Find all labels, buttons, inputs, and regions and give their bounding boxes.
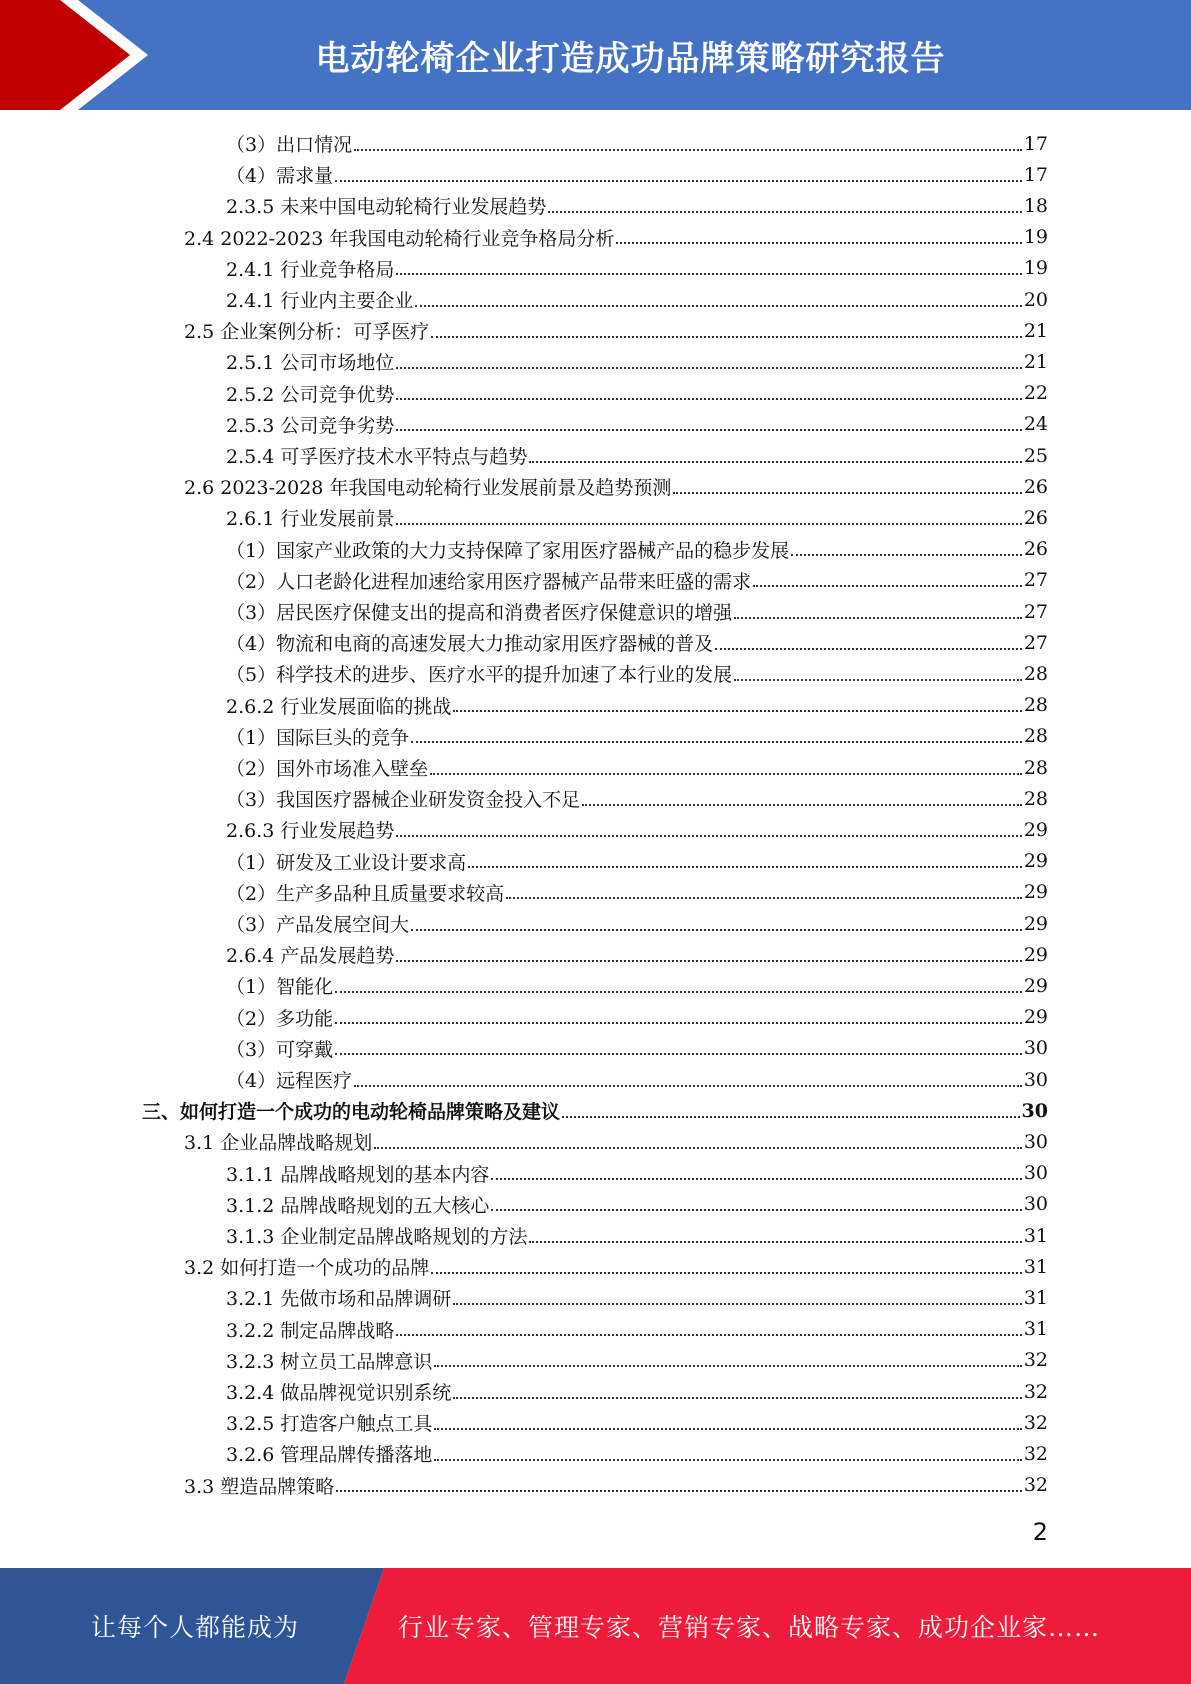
toc-leader-dots <box>431 336 1022 338</box>
toc-entry-label: 2.4.1 行业内主要企业 <box>226 290 414 312</box>
toc-entry-label: 3.2.3 树立员工品牌意识 <box>226 1350 433 1373</box>
toc-entry-page: 26 <box>1023 475 1048 498</box>
toc-entry-label: 3.2.6 管理品牌传播落地 <box>226 1444 433 1467</box>
toc-entry-label: 2.4.1 行业竞争格局 <box>226 258 395 281</box>
toc-leader-dots <box>491 1178 1021 1180</box>
toc-entry[interactable] <box>226 752 1048 783</box>
toc-entry-label: 3.1.3 企业制定品牌战略规划的方法 <box>226 1226 528 1248</box>
toc-entry-label: （2）生产多品种且质量要求较高 <box>226 882 505 905</box>
toc-entry-label: 3.2.5 打造客户触点工具 <box>226 1413 433 1436</box>
toc-entry-page: 17 <box>1023 132 1048 155</box>
toc-entry-page: 22 <box>1023 382 1048 405</box>
page-number: 2 <box>1032 1518 1048 1546</box>
toc-entry-page: 29 <box>1023 974 1048 997</box>
toc-entry-label: （5）科学技术的进步、医疗水平的提升加速了本行业的发展 <box>226 664 733 687</box>
toc-leader-dots <box>396 835 1021 837</box>
toc-entry-page: 31 <box>1023 1224 1048 1247</box>
page-footer <box>0 1568 1191 1684</box>
toc-leader-dots <box>434 1365 1021 1367</box>
toc-entry[interactable] <box>226 159 1048 190</box>
toc-leader-dots <box>396 523 1021 525</box>
toc-leader-dots <box>453 710 1021 712</box>
toc-entry[interactable] <box>226 1158 1048 1189</box>
toc-entry-page: 32 <box>1023 1442 1048 1465</box>
toc-leader-dots <box>396 1334 1021 1336</box>
toc-entry[interactable] <box>226 346 1048 377</box>
toc-entry-label: 2.6.3 行业发展趋势 <box>226 820 395 843</box>
toc-leader-dots <box>468 866 1022 868</box>
toc-entry[interactable] <box>226 378 1048 409</box>
toc-entry-page: 27 <box>1023 631 1048 654</box>
toc-entry-label: 2.6.2 行业发展面临的挑战 <box>226 695 452 718</box>
toc-leader-dots <box>562 1116 1020 1118</box>
toc-entry[interactable] <box>226 939 1048 970</box>
toc-leader-dots <box>529 1241 1021 1243</box>
toc-leader-dots <box>396 273 1021 275</box>
toc-entry-page: 29 <box>1023 881 1048 904</box>
toc-entry-page: 28 <box>1023 694 1048 717</box>
toc-entry-label: （4）需求量 <box>226 165 334 188</box>
toc-entry[interactable] <box>226 1438 1048 1469</box>
toc-entry-label: 2.5.2 公司竞争优势 <box>226 383 395 406</box>
toc-entry-label: 2.6 2023-2028 年我国电动轮椅行业发展前景及趋势预测 <box>184 477 672 500</box>
toc-entry-page: 20 <box>1023 288 1048 311</box>
toc-entry-label: （3）出口情况 <box>226 134 353 156</box>
toc-leader-dots <box>354 149 1022 151</box>
header-title: 电动轮椅企业打造成功品牌策略研究报告 <box>315 38 946 79</box>
toc-entry[interactable] <box>226 1064 1048 1095</box>
toc-entry-label: 3.1.2 品牌战略规划的五大核心 <box>226 1194 490 1217</box>
toc-leader-dots <box>616 242 1021 244</box>
toc-entry[interactable] <box>226 1033 1048 1064</box>
toc-entry-page: 32 <box>1023 1380 1048 1403</box>
toc-leader-dots <box>491 1209 1021 1211</box>
toc-entry-label: （3）产品发展空间大 <box>226 914 410 936</box>
toc-entry-page: 24 <box>1023 413 1048 436</box>
toc-entry-label: 三、如何打造一个成功的电动轮椅品牌策略及建议 <box>142 1101 561 1124</box>
toc-entry[interactable] <box>226 440 1048 471</box>
toc-entry[interactable] <box>226 284 1048 315</box>
toc-entry-page: 25 <box>1023 444 1048 467</box>
toc-entry-page: 28 <box>1023 787 1048 810</box>
toc-entry[interactable] <box>226 658 1048 689</box>
toc-entry-label: 3.1 企业品牌战略规划 <box>184 1132 373 1155</box>
toc-entry[interactable] <box>226 627 1048 658</box>
toc-entry-label: 2.4 2022-2023 年我国电动轮椅行业竞争格局分析 <box>184 227 615 250</box>
toc-entry-page: 28 <box>1023 662 1048 685</box>
toc-leader-dots <box>374 1147 1022 1149</box>
toc-entry[interactable] <box>226 1407 1048 1438</box>
toc-entry-page: 29 <box>1023 818 1048 841</box>
toc-entry[interactable] <box>226 1376 1048 1407</box>
toc-entry[interactable] <box>226 846 1048 877</box>
toc-entry-page: 28 <box>1023 756 1048 779</box>
toc-leader-dots <box>582 804 1022 806</box>
header-arrow-decoration <box>0 0 160 110</box>
toc-entry-page: 30 <box>1023 1193 1048 1216</box>
toc-entry[interactable] <box>142 1095 1048 1126</box>
toc-leader-dots <box>753 585 1022 587</box>
toc-entry-label: （3）我国医疗器械企业研发资金投入不足 <box>226 789 581 812</box>
toc-entry[interactable] <box>184 1251 1048 1282</box>
toc-entry[interactable] <box>226 783 1048 814</box>
toc-leader-dots <box>453 1303 1021 1305</box>
toc-entry-page: 32 <box>1023 1411 1048 1434</box>
toc-entry[interactable] <box>184 1470 1048 1501</box>
toc-entry-label: （1）研发及工业设计要求高 <box>226 851 467 874</box>
toc-entry-label: 2.6.4 产品发展趋势 <box>226 945 395 968</box>
toc-entry-page: 28 <box>1023 725 1048 748</box>
toc-entry-page: 32 <box>1023 1474 1048 1497</box>
toc-entry-label: （1）国际巨头的竞争 <box>226 726 410 749</box>
toc-leader-dots <box>734 679 1022 681</box>
toc-entry-page: 30 <box>1023 1037 1048 1060</box>
toc-leader-dots <box>396 960 1021 962</box>
toc-entry[interactable] <box>226 1345 1048 1376</box>
toc-entry[interactable] <box>226 690 1048 721</box>
footer-slogan-right: 行业专家、管理专家、营销专家、战略专家、成功企业家…… <box>398 1613 1101 1642</box>
toc-entry[interactable] <box>226 721 1048 752</box>
toc-entry-page: 18 <box>1023 194 1048 217</box>
toc-entry-label: （2）国外市场准入壁垒 <box>226 758 429 780</box>
toc-entry-page: 29 <box>1023 912 1048 935</box>
page-header <box>0 0 1191 110</box>
toc-entry-label: 2.6.1 行业发展前景 <box>226 508 395 531</box>
toc-entry[interactable] <box>226 908 1048 939</box>
toc-entry-page: 31 <box>1023 1318 1048 1341</box>
toc-leader-dots <box>354 1085 1022 1087</box>
toc-entry-page: 30 <box>1021 1099 1048 1122</box>
toc-entry-page: 27 <box>1023 569 1048 592</box>
toc-entry-page: 30 <box>1023 1130 1048 1153</box>
toc-entry[interactable] <box>184 222 1048 253</box>
toc-entry[interactable] <box>226 409 1048 440</box>
toc-entry-label: （4）物流和电商的高速发展大力推动家用医疗器械的普及 <box>226 633 714 656</box>
toc-entry[interactable] <box>226 253 1048 284</box>
toc-entry-label: （2）多功能 <box>226 1007 334 1030</box>
toc-leader-dots <box>335 180 1022 182</box>
toc-entry[interactable] <box>226 502 1048 533</box>
toc-leader-dots <box>411 741 1022 743</box>
toc-entry[interactable] <box>226 1002 1048 1033</box>
toc-entry-label: 3.2 如何打造一个成功的品牌 <box>184 1257 430 1280</box>
toc-leader-dots <box>396 398 1021 400</box>
toc-entry[interactable] <box>184 315 1048 346</box>
toc-leader-dots <box>673 492 1021 494</box>
toc-leader-dots <box>506 897 1022 899</box>
toc-entry[interactable] <box>226 1314 1048 1345</box>
toc-entry-page: 21 <box>1023 319 1048 342</box>
toc-entry[interactable] <box>226 1282 1048 1313</box>
toc-leader-dots <box>335 1022 1022 1024</box>
toc-entry-label: 3.2.4 做品牌视觉识别系统 <box>226 1382 452 1404</box>
toc-entry-label: 2.5 企业案例分析：可孚医疗 <box>184 321 430 344</box>
toc-entry[interactable] <box>226 814 1048 845</box>
toc-leader-dots <box>715 648 1022 650</box>
toc-entry-label: 2.3.5 未来中国电动轮椅行业发展趋势 <box>226 196 547 219</box>
toc-entry-page: 31 <box>1023 1286 1048 1309</box>
toc-leader-dots <box>396 429 1021 431</box>
toc-entry-page: 29 <box>1023 943 1048 966</box>
toc-leader-dots <box>335 991 1022 993</box>
toc-entry-page: 19 <box>1023 257 1048 280</box>
toc-leader-dots <box>434 1459 1021 1461</box>
toc-leader-dots <box>335 1053 1022 1055</box>
toc-leader-dots <box>434 1428 1021 1430</box>
toc-entry[interactable] <box>226 128 1048 159</box>
toc-entry[interactable] <box>226 970 1048 1001</box>
toc-entry-label: （3）居民医疗保健支出的提高和消费者医疗保健意识的增强 <box>226 602 733 624</box>
toc-entry-page: 17 <box>1023 163 1048 186</box>
toc-entry[interactable] <box>184 1126 1048 1157</box>
toc-entry-label: （4）远程医疗 <box>226 1070 353 1092</box>
toc-entry-page: 32 <box>1023 1349 1048 1372</box>
toc-entry[interactable] <box>226 1189 1048 1220</box>
toc-leader-dots <box>411 929 1022 931</box>
toc-entry-page: 26 <box>1023 538 1048 561</box>
toc-leader-dots <box>336 1490 1022 1492</box>
toc-entry-label: 3.2.2 制定品牌战略 <box>226 1319 395 1342</box>
toc-leader-dots <box>529 461 1021 463</box>
toc-entry-label: （3）可穿戴 <box>226 1038 334 1061</box>
toc-leader-dots <box>415 305 1021 307</box>
toc-entry-page: 21 <box>1023 350 1048 373</box>
toc-leader-dots <box>791 554 1022 556</box>
toc-leader-dots <box>396 367 1021 369</box>
toc-entry-page: 29 <box>1023 850 1048 873</box>
toc-entry-label: 2.5.4 可孚医疗技术水平特点与趋势 <box>226 446 528 468</box>
toc-entry-label: 3.3 塑造品牌策略 <box>184 1475 335 1498</box>
toc-entry-page: 26 <box>1023 506 1048 529</box>
toc-leader-dots <box>430 773 1022 775</box>
toc-leader-dots <box>431 1272 1022 1274</box>
toc-entry-label: 3.2.1 先做市场和品牌调研 <box>226 1288 452 1311</box>
toc-entry[interactable] <box>226 190 1048 221</box>
toc-leader-dots <box>453 1397 1021 1399</box>
toc-entry-label: （1）国家产业政策的大力支持保障了家用医疗器械产品的稳步发展 <box>226 539 790 562</box>
toc-entry-page: 30 <box>1023 1068 1048 1091</box>
toc-entry-label: （1）智能化 <box>226 976 334 999</box>
footer-slogan-left: 让每个人都能成为 <box>90 1613 299 1642</box>
toc-leader-dots <box>734 617 1022 619</box>
toc-leader-dots <box>548 211 1021 213</box>
toc-entry-label: 2.5.1 公司市场地位 <box>226 352 395 375</box>
toc-entry-label: 3.1.1 品牌战略规划的基本内容 <box>226 1163 490 1186</box>
toc-entry-page: 19 <box>1023 226 1048 249</box>
toc-entry-page: 27 <box>1023 600 1048 623</box>
toc-entry[interactable] <box>226 596 1048 627</box>
toc-entry-page: 29 <box>1023 1006 1048 1029</box>
toc-entry[interactable] <box>226 877 1048 908</box>
toc-entry[interactable] <box>226 1220 1048 1251</box>
toc-entry[interactable] <box>226 534 1048 565</box>
toc-entry[interactable] <box>184 471 1048 502</box>
toc-entry-label: （2）人口老龄化进程加速给家用医疗器械产品带来旺盛的需求 <box>226 570 752 593</box>
toc-entry[interactable] <box>226 565 1048 596</box>
toc-entry-page: 30 <box>1023 1162 1048 1185</box>
toc-entry-label: 2.5.3 公司竞争劣势 <box>226 414 395 437</box>
toc-entry-page: 31 <box>1023 1255 1048 1278</box>
